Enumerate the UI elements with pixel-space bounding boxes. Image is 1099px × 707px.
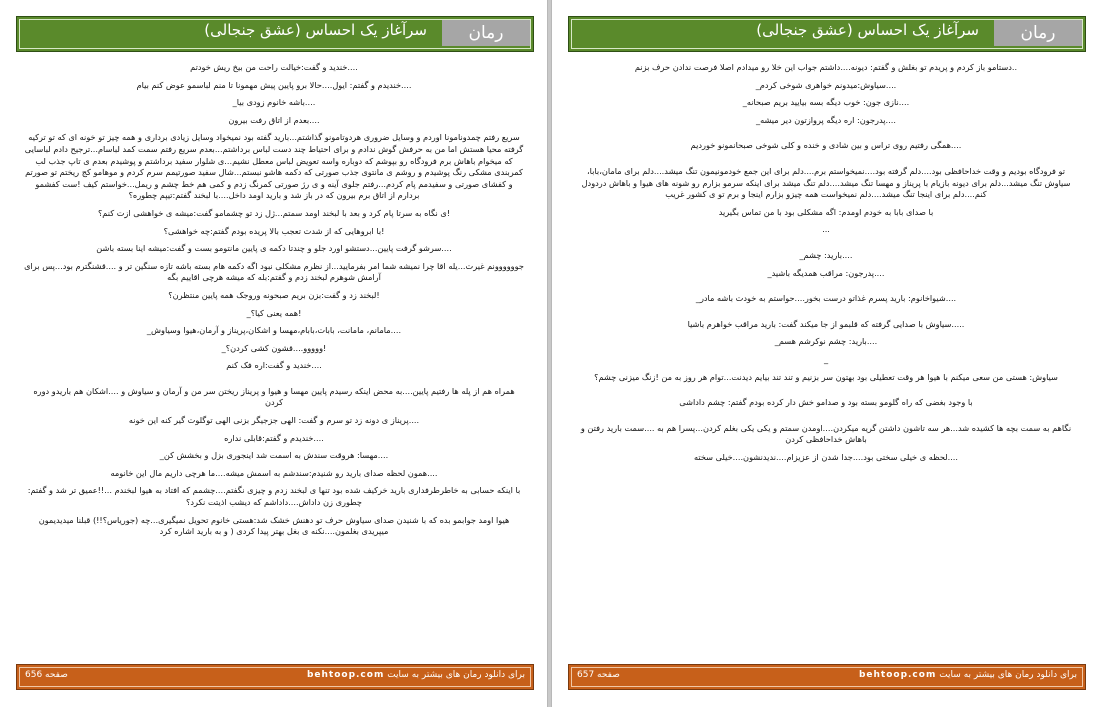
story-paragraph: !لبخند زد و گفت:بزن بریم صبحونه وروجک همه پایین منتظرن؟: [168, 289, 380, 300]
story-paragraph: ....باشه خانوم زودی بیا_: [232, 97, 316, 108]
story-paragraph: ....مامانم، مامانت، بابات،بابام،مهسا و اشکان،پریناز و آرمان،هیوا وسیاوش_: [146, 325, 402, 336]
left-page-header: [16, 16, 534, 52]
story-paragraph: ....لحظه ی خیلی سختی بود....جدا شدن از عزیزام....ندیدنشون....خیلی سخته: [693, 451, 959, 462]
story-paragraph: ....خندیدم و گفتم: ایول....حالا برو پایین پیش مهمونا تا منم لباسمو عوض کنم بیام: [136, 79, 412, 90]
story-paragraph: ....خندید و گفت:اره فک کنم: [226, 360, 322, 371]
story-paragraph: ....سرشو گرفت پایین...دستشو اورد جلو و چندتا دکمه ی پایین مانتومو بست و گفت:میشه اینا بسته باشن: [96, 243, 452, 254]
story-paragraph: ....بارید: چشم نوکرشم هسم_: [774, 336, 878, 347]
story-paragraph: ..دستامو باز کردم و پریدم تو بغلش و گفتم: دیونه....داشتم جواب این خلا رو میدادم اصلا فرصت ندادن حرف بزنم: [634, 62, 1018, 72]
story-paragraph: ....بعدم از اتاق رفت بیرون: [228, 114, 320, 125]
story-paragraph: ....همگی رفتیم روی تراس و بین شادی و خنده و کلی شوخی صبحانمونو خوردیم: [690, 140, 962, 151]
story-paragraph: تو فرودگاه بودیم و وقت خداحافظی بود....دلم گرفته بود....نمیخواستم برم....دلم برای این جمع خودمونیمون تنگ میشد....دلم برای مامان،بابا، سیاوش تنگ میشد...دلم برای دیونه بازیام با پریناز و مهسا تنگ میشد....دلم تنگ میشد برای اینکه سرمو بزارم رو شونه های هیوا و باهاش دردودل کنم....دلم برای اینجا تنگ میشد....دلم نمیخواست همه چیزو بزارم اینجا و برم تو ی کشور غریب: [581, 165, 1071, 200]
story-paragraph: !ی نگاه به سرتا پام کرد و بعد با لبخند اومد سمتم...ژل زد تو چشمامو گفت:میشه ی خواهشی ازت کنم؟: [97, 207, 451, 218]
story-paragraph: ....نازی جون: خوب دیگه بسه بیایید بریم صبحانه_: [742, 97, 910, 108]
right-page: [551, 0, 1099, 707]
story-paragraph: ...: [822, 224, 830, 235]
story-paragraph: [576, 132, 1076, 140]
right-page-header: [568, 16, 1086, 52]
left-page: [0, 0, 548, 707]
right-page-number: صفحه 657: [577, 670, 620, 680]
story-paragraph: [576, 311, 1076, 319]
story-paragraph: با صدای بابا به خودم اومدم: اگه مشکلی بود با من تماس بگیرید: [718, 206, 934, 217]
story-paragraph: با وجود بغضی که راه گلومو بسته بود و صدامو خش دار کرده بودم گفتم: چشم داداشی: [679, 397, 973, 408]
left-header-tag: رمان: [442, 20, 530, 46]
story-paragraph: جوووووونم غیرت...یله اقا چرا نمیشه شما امر بفرمایید...از نظرم مشکلی نبود اگه دکمه هام بسته باشه تازه سنگین تر و ....قشنگترم بود...پس برای آرامش شوهرم لبخند زدم و گفتم:بله که میشه هرچی اقاییم بگه: [24, 260, 524, 283]
right-page-footer: [568, 664, 1086, 690]
left-page-body: [24, 62, 524, 544]
story-paragraph: ....پدرجون: مراقب همدیگه باشید_: [767, 267, 885, 278]
story-paragraph: ....پدرجون: اره دیگه پروازتون دیر میشه_: [756, 114, 896, 125]
story-paragraph: ....شیواخانوم: بارید پسرم غذاتو درست بخور....حواستم به خودت باشه مادر_: [695, 293, 957, 304]
story-paragraph: [576, 158, 1076, 166]
right-page-body: [576, 62, 1076, 469]
right-footer-site-link[interactable]: behtoop.com: [858, 670, 937, 680]
story-paragraph: !ووووو....قشون کشی کردن؟_: [221, 342, 327, 353]
story-paragraph: ....خندید و گفت:خیالت راحت من بیخ ریش خودتم: [190, 62, 358, 72]
left-footer-promo-text: برای دانلود رمان های بیشتر به سایت: [387, 670, 525, 680]
right-footer-promo: [859, 670, 1077, 680]
story-paragraph: ....سیاوش:میدونم خواهری شوخی کردم_: [755, 79, 897, 90]
story-paragraph: _: [823, 353, 829, 364]
story-paragraph: سریع رفتم چمدونامونا اوردم و وسایل ضروری هردوتامونو گذاشتم...بارید گفته بود نمیخواد وسایل زیادی برداری و همه چیز تو خونه ای که تو ترکیه گرفته محیا هستش اما من به حرفش گوش ندادم و برای احتیاط چند دست لباس برداشتم...بعدم سریع رفتم سمت کمد لباسام...ترجیح دادم لباسایی که میخوام باهاش برم فرودگاه رو بپوشم که دوباره واسه تعویض لباس معطل نشیم...ی شلوار سفید برداشتم و پوشیدم بعدم ی تاپ جذب لب کمربندی مشکی رنگ پوشیدم و روشم ی مانتوی جذب صورتی که دکمه هاشو نبستم...شال سفید صورتیمم سرم کردم و موهامو کج ریختم تو صورتم و کفشای صورتی و سفیدمم پام کردم...رفتم جلوی آینه و ی رژ صورتی کمرنگ زدم و کمی هم خط چشم و ریمل...خواستم کیف !ست کفشمو بردارم از اتاق برم بیرون که در باز شد و بارید اومد داخل....با لبخند گفتم:تیپم چطوره؟: [24, 132, 524, 201]
left-page-footer: [16, 664, 534, 690]
story-paragraph: ....همون لحظه صدای بارید رو شنیدم:سندشم به اسمش میشه....ما هرچی داریم مال این خانومه: [110, 467, 438, 478]
left-page-number: صفحه 656: [25, 670, 68, 680]
story-paragraph: !همه یعنی کیا؟_: [246, 307, 302, 318]
story-paragraph: [576, 389, 1076, 397]
story-paragraph: نگاهم به سمت بچه ها کشیده شد...هر سه تاشون داشتن گریه میکردن....اومدن سمتم و یکی یکی بغلم کردن...پسرا هم به ....سمت بارید رفتن و باهاش خداحافظی کردن: [580, 422, 1072, 445]
right-header-title: سرآغاز یک احساس (عشق جنجالی): [756, 21, 979, 39]
story-paragraph: ....بارید: چشم_: [799, 249, 853, 260]
story-paragraph: [24, 378, 524, 386]
story-paragraph: سیاوش: هستی من سعی میکنم با هیوا هر وقت تعطیلی بود بهتون سر بزنیم و تند تند بیایم دیدنت...توام هر روز به من !زنگ میزنی چشم؟: [594, 371, 1058, 382]
story-paragraph: !با ابروهایی که از شدت تعجب بالا پریده بودم گفتم:چه خواهشی؟: [163, 225, 385, 236]
story-paragraph: همراه هم از پله ها رفتیم پایین....به محض اینکه رسیدم پایین مهسا و هیوا و پریناز ریختن سر من و آرمان و سیاوش و ....اشکان هم باریدو دوره کردن: [33, 385, 515, 408]
story-paragraph: ....پریناز ی دونه زد تو سرم و گفت: الهی جزجیگر بزنی الهی توگلوت گیر کنه این خونه: [128, 415, 420, 426]
left-footer-site-link[interactable]: behtoop.com: [306, 670, 385, 680]
story-paragraph: [576, 242, 1076, 250]
story-paragraph: [576, 285, 1076, 293]
left-header-title: سرآغاز یک احساس (عشق جنجالی): [204, 21, 427, 39]
story-paragraph: ....مهسا: هروقت سندش به اسمت شد اینجوری بزل و بخشش کن_: [159, 450, 389, 461]
right-header-tag: رمان: [994, 20, 1082, 46]
story-paragraph: [576, 415, 1076, 423]
story-paragraph: هیوا اومد جوابمو بده که با شنیدن صدای سیاوش حرف تو دهنش خشک شد:هستی خانوم تحویل نمیگیری...چه (جوریاس؟!!) قبلنا میدیدیمون میپریدی بغلمون....نکنه ی بغل بهتر پیدا کردی ( و به بارید اشاره کرد: [38, 514, 510, 537]
story-paragraph: با اینکه حسابی به خاطرطرفداری بارید خرکیف شده بود تنها ی لبخند زدم و چیزی نگفتم....چشمم که افتاد به هیوا لبخندم ...!!عمیق تر شد و گفتم: چطوری زن داداش....داداشم که دیشب اذیتت نکرد؟: [27, 485, 521, 508]
story-paragraph: ....خندیدم و گفتم:قابلی نداره: [224, 432, 324, 443]
right-footer-promo-text: برای دانلود رمان های بیشتر به سایت: [939, 670, 1077, 680]
story-paragraph: .....سیاوش با صدایی گرفته که قلبمو از جا میکند گفت: بارید مراقب خواهرم باشیا: [687, 318, 965, 329]
left-footer-promo: [307, 670, 525, 680]
